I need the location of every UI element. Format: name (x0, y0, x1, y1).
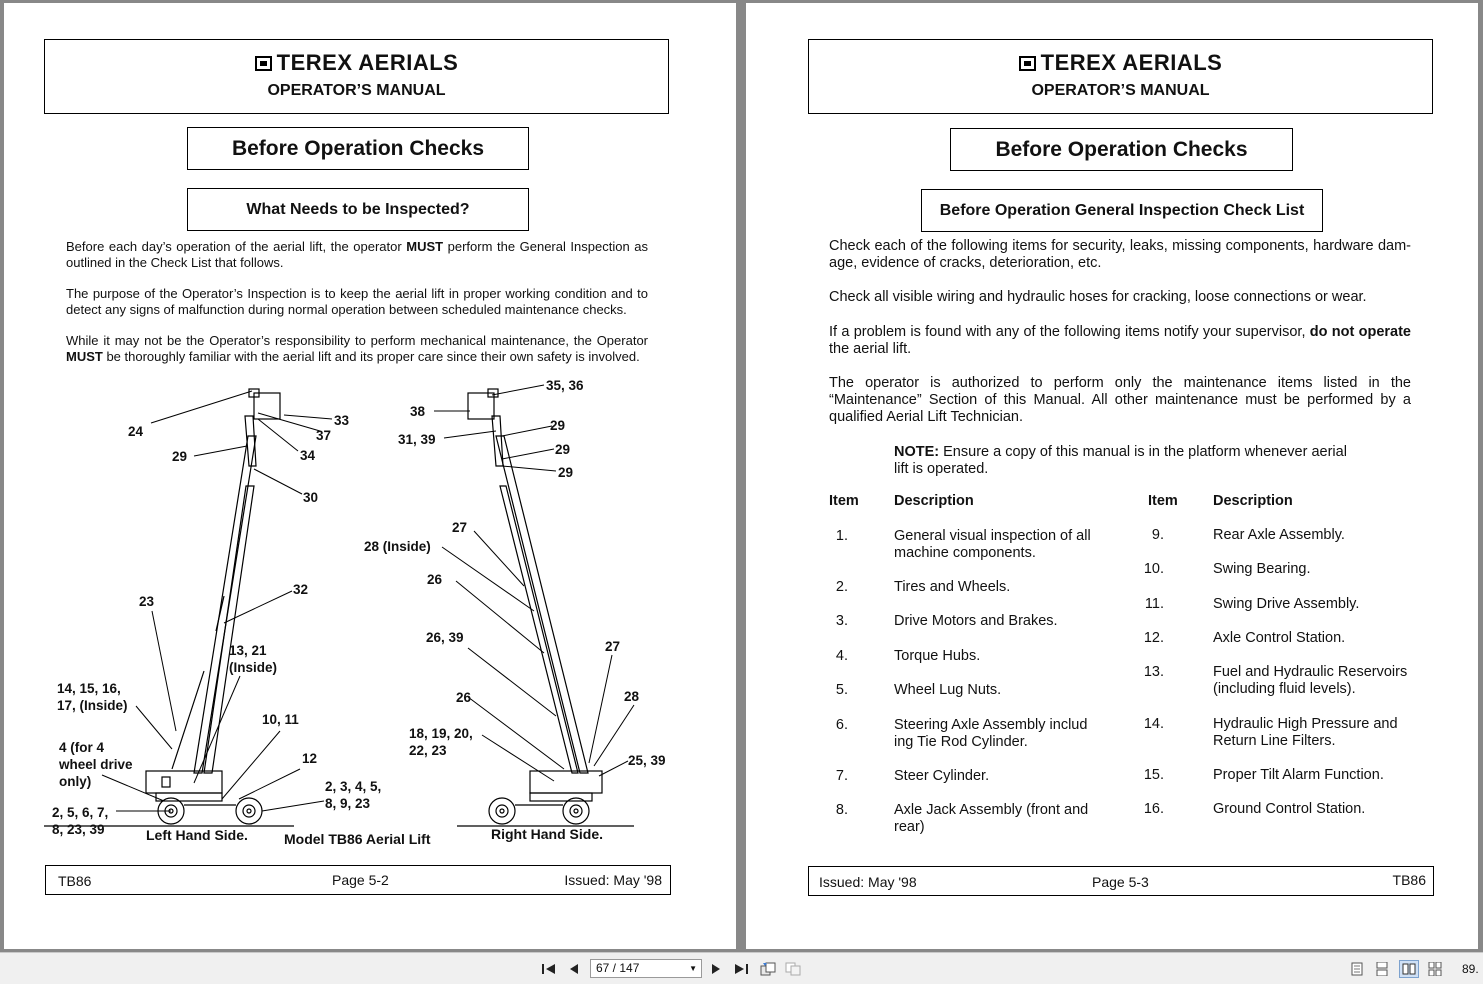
callout-34: 34 (300, 448, 316, 463)
item-description: Ground Control Station. (1213, 801, 1366, 817)
item-number: 12. (1143, 630, 1164, 646)
col-description-header: Description (894, 493, 974, 509)
paragraph-1: Before each day’s operation of the aerial lift, the operator MUST perform the General Inspection as outlined in the Check List that follows. (66, 239, 648, 270)
terex-logo-icon (255, 56, 272, 71)
footer-model: TB86 (1392, 872, 1426, 888)
brand-text: TEREX AERIALS (276, 50, 459, 75)
viewer-toolbar (0, 952, 1483, 984)
callout-14-17: 14, 15, 16, 17, (Inside) (57, 681, 128, 713)
callout-r29b: 29 (555, 442, 571, 457)
callout-30: 30 (303, 490, 319, 505)
col-item-header-2: Item (1148, 493, 1178, 509)
item-description: Drive Motors and Brakes. (894, 613, 1058, 629)
item-description: Tires and Wheels. (894, 579, 1011, 595)
callout-r29a: 29 (550, 418, 566, 433)
item-number: 7. (835, 768, 848, 784)
manual-header-box (808, 39, 1433, 114)
rotate-back-icon[interactable] (785, 961, 801, 977)
item-description: Swing Drive Assembly. (1213, 596, 1360, 612)
footer-model: TB86 (58, 873, 92, 889)
callout-12: 12 (302, 751, 318, 766)
caption-left-hand-side: Left Hand Side. (146, 827, 248, 843)
chevron-down-icon[interactable]: ▼ (689, 964, 697, 973)
item-description: Axle Jack Assembly (front and rear) (894, 802, 1089, 835)
item-description: Torque Hubs. (894, 648, 981, 664)
callout-23: 23 (139, 594, 155, 609)
callout-r27b: 27 (605, 639, 621, 654)
item-number: 13. (1143, 664, 1164, 680)
section-title: Before Operation Checks (187, 127, 529, 170)
callout-4: 4 (for 4 wheel drive only) (59, 740, 133, 789)
document-page-right (746, 3, 1478, 949)
item-number: 5. (835, 682, 848, 698)
aerial-lift-diagram (44, 371, 694, 851)
callout-38: 38 (410, 404, 426, 419)
item-description: General visual inspection of all machine components. (894, 528, 1091, 561)
item-number: 14. (1143, 716, 1164, 732)
item-number: 1. (835, 528, 848, 544)
manual-header-box (44, 39, 669, 114)
callout-29: 29 (172, 449, 188, 464)
item-number: 16. (1143, 801, 1164, 817)
caption-right-hand-side: Right Hand Side. (491, 826, 603, 842)
section-subtitle: Before Operation General Inspection Check List (921, 189, 1323, 232)
item-description: Steering Axle Assembly includ ing Tie Rod Cylinder. (894, 717, 1088, 750)
callout-r29c: 29 (558, 465, 574, 480)
item-description: Axle Control Station. (1213, 630, 1346, 646)
page-footer (808, 866, 1434, 896)
callout-r26b: 26 (456, 690, 472, 705)
callout-33: 33 (334, 413, 350, 428)
document-page-left (4, 3, 736, 949)
item-number: 8. (835, 802, 848, 818)
item-number: 9. (1151, 527, 1164, 543)
callout-10-11: 10, 11 (262, 712, 299, 727)
col-description-header-2: Description (1213, 493, 1293, 509)
item-description: Steer Cylinder. (894, 768, 990, 784)
first-page-icon[interactable] (541, 961, 557, 977)
two-page-continuous-icon[interactable] (1427, 961, 1443, 977)
callout-25-39: 25, 39 (628, 753, 666, 768)
callout-31-39: 31, 39 (398, 432, 436, 447)
footer-page: Page 5-2 (332, 872, 389, 888)
callout-37: 37 (316, 428, 332, 443)
note: NOTE: Ensure a copy of this manual is in the platform whenever aerial lift is operated. (894, 444, 1347, 477)
callout-28-inside: 28 (Inside) (364, 539, 431, 554)
continuous-icon[interactable] (1374, 961, 1390, 977)
paragraph-3: If a problem is found with any of the following items notify your supervisor, do not operate the aerial lift. (829, 324, 1411, 357)
terex-logo-icon (1019, 56, 1036, 71)
item-description: Wheel Lug Nuts. (894, 682, 1002, 698)
two-page-icon[interactable] (1399, 960, 1419, 978)
zoom-level[interactable]: 89. (1462, 962, 1479, 976)
caption-model: Model TB86 Aerial Lift (284, 831, 431, 847)
footer-issued: Issued: May '98 (819, 874, 917, 890)
callout-26-39: 26, 39 (426, 630, 464, 645)
page-number-value: 67 / 147 (596, 961, 640, 975)
callout-13-21: 13, 21 (Inside) (229, 643, 278, 675)
callout-24: 24 (128, 424, 144, 439)
callout-35-36: 35, 36 (546, 378, 584, 393)
item-description: Proper Tilt Alarm Function. (1213, 767, 1384, 783)
item-number: 2. (835, 579, 848, 595)
item-description: Fuel and Hydraulic Reservoirs (including fluid levels). (1213, 664, 1408, 697)
item-number: 15. (1143, 767, 1164, 783)
paragraph-4: The operator is authorized to perform only the maintenance items listed in the “Maintenance” Section of this Manual. All other maintenance must be performed by a qualified Aerial Lift Technician. (829, 375, 1411, 425)
next-page-icon[interactable] (708, 961, 724, 977)
single-page-icon[interactable] (1349, 961, 1365, 977)
callout-r27a: 27 (452, 520, 468, 535)
item-description: Swing Bearing. (1213, 561, 1311, 577)
callout-2-3-4: 2, 3, 4, 5, 8, 9, 23 (325, 779, 382, 811)
rotate-icon[interactable] (760, 961, 776, 977)
item-number: 6. (835, 717, 848, 733)
last-page-icon[interactable] (733, 961, 749, 977)
callout-r26a: 26 (427, 572, 443, 587)
brand-title (809, 50, 1432, 76)
item-number: 3. (835, 613, 848, 629)
callout-2-5-6: 2, 5, 6, 7, 8, 23, 39 (52, 805, 109, 837)
brand-text: TEREX AERIALS (1040, 50, 1223, 75)
brand-title (45, 50, 668, 76)
manual-title: OPERATOR’S MANUAL (1031, 82, 1210, 99)
item-number: 4. (835, 648, 848, 664)
prev-page-icon[interactable] (566, 961, 582, 977)
item-description: Rear Axle Assembly. (1213, 527, 1345, 543)
item-number: 10. (1143, 561, 1164, 577)
section-subtitle: What Needs to be Inspected? (187, 188, 529, 231)
footer-issued: Issued: May '98 (564, 872, 662, 888)
item-description: Hydraulic High Pressure and Return Line Filters. (1213, 716, 1398, 749)
paragraph-3: While it may not be the Operator’s responsibility to perform mechanical maintenance, the Operator MUST be thoroughly familiar with the aerial lift and its proper care since their own safety is involved. (66, 333, 648, 364)
page-number-field[interactable] (590, 959, 702, 978)
item-number: 11. (1144, 596, 1164, 612)
callout-32: 32 (293, 582, 309, 597)
manual-title: OPERATOR’S MANUAL (267, 82, 446, 99)
footer-page: Page 5-3 (1092, 874, 1149, 890)
paragraph-2: The purpose of the Operator’s Inspection is to keep the aerial lift in proper working condition and to detect any signs of malfunction during normal operation between scheduled maintenance checks. (66, 286, 648, 317)
col-item-header: Item (829, 493, 859, 509)
paragraph-2: Check all visible wiring and hydraulic hoses for cracking, loose connections or wear. (829, 289, 1367, 305)
callout-r28: 28 (624, 689, 640, 704)
paragraph-1: Check each of the following items for security, leaks, missing components, hardware dam-age, evidence of cracks, deterioration, etc. (829, 238, 1411, 271)
section-title: Before Operation Checks (950, 128, 1293, 171)
callout-18-23: 18, 19, 20, 22, 23 (409, 726, 473, 758)
page-footer (45, 865, 671, 895)
